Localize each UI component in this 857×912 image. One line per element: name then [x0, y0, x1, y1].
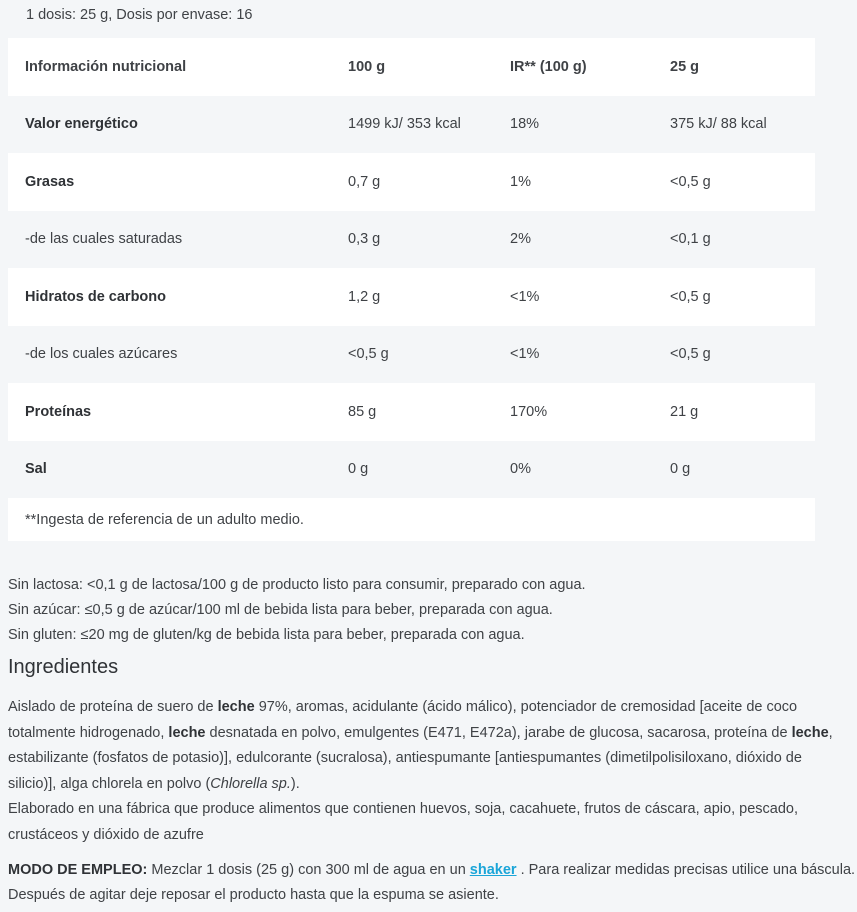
allergen-warning: Elaborado en una fábrica que produce alimentos que contienen huevos, soja, cacahuete, frutos de cáscara, apio, pescado, crustáceos y dióxido de azufre [8, 801, 798, 843]
table-row [8, 268, 815, 326]
note-sugar: Sin azúcar: ≤0,5 g de azúcar/100 ml de bebida lista para beber, preparada con agua. [8, 602, 553, 618]
table-row [8, 153, 815, 211]
row-nutrient-name: -de las cuales saturadas [25, 231, 183, 248]
scientific-name: Chlorella sp. [210, 775, 291, 792]
ingredients-text-segment: Aislado de proteína de suero de [8, 699, 218, 715]
table-row [8, 383, 815, 441]
header-reference-intake: IR** (100 g) [510, 58, 587, 75]
row-ir: 18% [510, 116, 540, 133]
usage-text-continued: . Para realizar medidas precisas utilice una báscula. Después de agitar deje reposar el producto hasta que la espuma se asiente. [8, 862, 856, 903]
serving-info: 1 dosis: 25 g, Dosis por envase: 16 [26, 7, 253, 23]
header-per-100g: 100 g [348, 58, 386, 75]
note-lactose: Sin lactosa: <0,1 g de lactosa/100 g de producto listo para consumir, preparado con agua. [8, 577, 586, 593]
row-per-100g: 85 g [348, 403, 377, 420]
row-ir: 170% [510, 403, 548, 420]
dietary-notes [8, 573, 586, 648]
row-per-25g: <0,5 g [670, 346, 711, 363]
row-per-25g: <0,5 g [670, 173, 711, 190]
ingredients-text-segment: desnatada en polvo, emulgentes (E471, E472a), jarabe de glucosa, sacarosa, proteína de [205, 724, 792, 741]
table-row [8, 326, 815, 384]
row-per-100g: 1,2 g [348, 288, 381, 305]
table-row [8, 96, 815, 154]
row-ir: 2% [510, 231, 531, 248]
ingredients-text [8, 695, 848, 848]
row-nutrient-name: -de los cuales azúcares [25, 346, 178, 363]
nutrition-table [8, 38, 815, 541]
row-per-100g: 0,3 g [348, 231, 381, 248]
allergen-highlight: leche [168, 724, 206, 741]
ingredients-list [8, 695, 848, 797]
usage-instructions [8, 858, 857, 908]
ingredients-text-segment: 97%, aromas, acidulante (ácido málico), potenciador de cremosidad [aceite de coco totalmente hidrogenado, [8, 699, 798, 741]
table-footnote: **Ingesta de referencia de un adulto medio. [25, 511, 304, 528]
row-nutrient-name: Valor energético [25, 116, 138, 133]
row-per-25g: 0 g [670, 461, 691, 478]
table-row [8, 441, 815, 499]
row-ir: <1% [510, 346, 540, 363]
usage-text: Mezclar 1 dosis (25 g) con 300 ml de agua en un [147, 862, 470, 878]
row-nutrient-name: Proteínas [25, 403, 92, 420]
row-nutrient-name: Sal [25, 461, 47, 478]
row-nutrient-name: Grasas [25, 173, 75, 190]
header-nutrition-info: Información nutricional [25, 58, 187, 75]
row-ir: <1% [510, 288, 540, 305]
table-header-row [8, 38, 815, 96]
row-per-100g: 0 g [348, 461, 369, 478]
row-per-25g: <0,1 g [670, 231, 711, 248]
shaker-link[interactable]: shaker [469, 862, 517, 878]
ingredients-text-segment: , estabilizante (fosfatos de potasio)], edulcorante (sucralosa), antiespumante [antiespumantes (dimetilpolisiloxano, dióxido de silicio)], alga chlorela en polvo ( [8, 724, 833, 792]
row-per-100g: 1499 kJ/ 353 kcal [348, 116, 461, 133]
ingredients-heading: Ingredientes [8, 656, 119, 678]
row-per-100g: 0,7 g [348, 173, 381, 190]
allergen-highlight: leche [791, 724, 829, 741]
ingredients-text-segment: ). [290, 775, 300, 792]
header-per-25g: 25 g [670, 58, 700, 75]
table-row [8, 211, 815, 269]
row-per-25g: 375 kJ/ 88 kcal [670, 116, 767, 133]
allergen-highlight: leche [217, 699, 255, 715]
row-nutrient-name: Hidratos de carbono [25, 288, 166, 305]
table-footnote-row [8, 498, 815, 541]
row-per-100g: <0,5 g [348, 346, 389, 363]
row-per-25g: 21 g [670, 403, 699, 420]
row-ir: 1% [510, 173, 531, 190]
usage-label: MODO DE EMPLEO: [8, 862, 148, 878]
nutrition-table-wrapper [8, 38, 815, 541]
row-per-25g: <0,5 g [670, 288, 711, 305]
note-gluten: Sin gluten: ≤20 mg de gluten/kg de bebida lista para beber, preparada con agua. [8, 627, 525, 643]
row-ir: 0% [510, 461, 531, 478]
